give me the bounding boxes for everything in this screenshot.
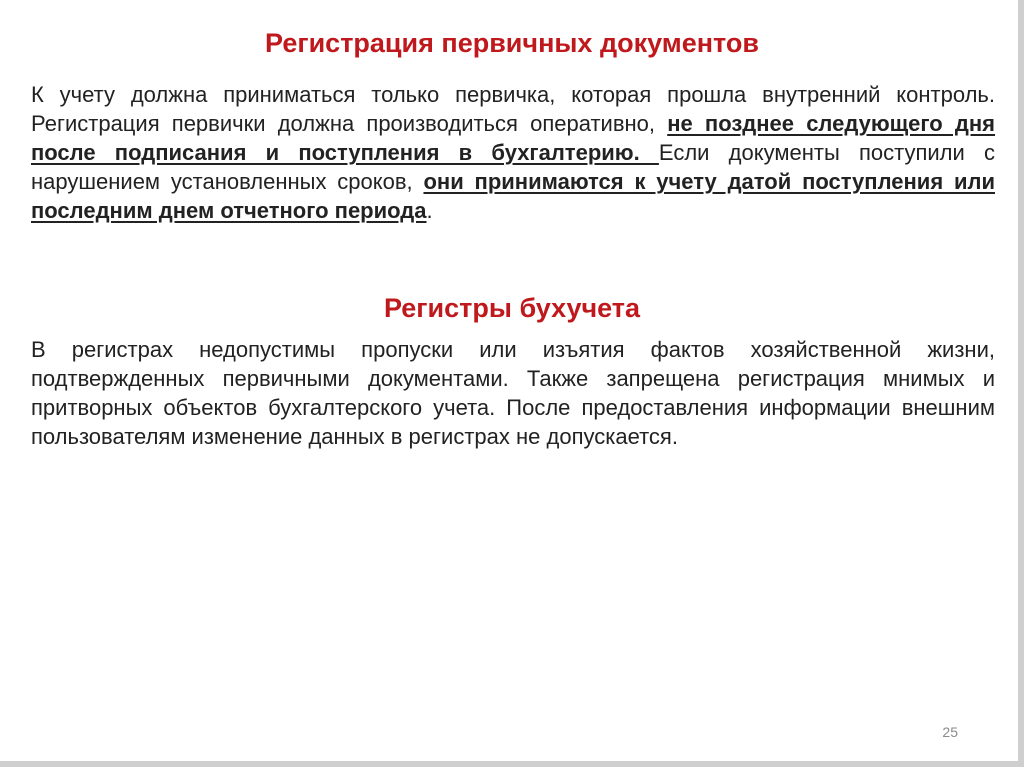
page-number: 25: [942, 724, 958, 740]
emphasis-deadline: не позднее следующего дня после подписания и поступления в бухгалтерию.: [31, 111, 995, 165]
paragraph-text: .: [426, 198, 433, 223]
paragraph-registration: [31, 80, 995, 225]
paragraph-text: К учету должна приниматься только первичка, которая прошла внутренний контроль. Регистрация первички должна производиться оперативно,: [31, 82, 995, 136]
slide-title: Регистрация первичных документов: [264, 28, 760, 58]
emphasis-acceptance-date: они принимаются к учету датой поступления или последним днем отчетного периода: [31, 169, 995, 223]
paragraph-text: Если документы поступили с нарушением установленных сроков,: [31, 140, 995, 194]
paragraph-registers: В регистрах недопустимы пропуски или изъятия фактов хозяйственной жизни, подтвержденных первичными документами. Также запрещена регистрация мнимых и притворных объектов бухгалтерского учета. После предоставления информации внешним пользователям изменение данных в регистрах не допускается.: [31, 337, 995, 449]
section-title: Регистры бухучета: [383, 293, 641, 323]
